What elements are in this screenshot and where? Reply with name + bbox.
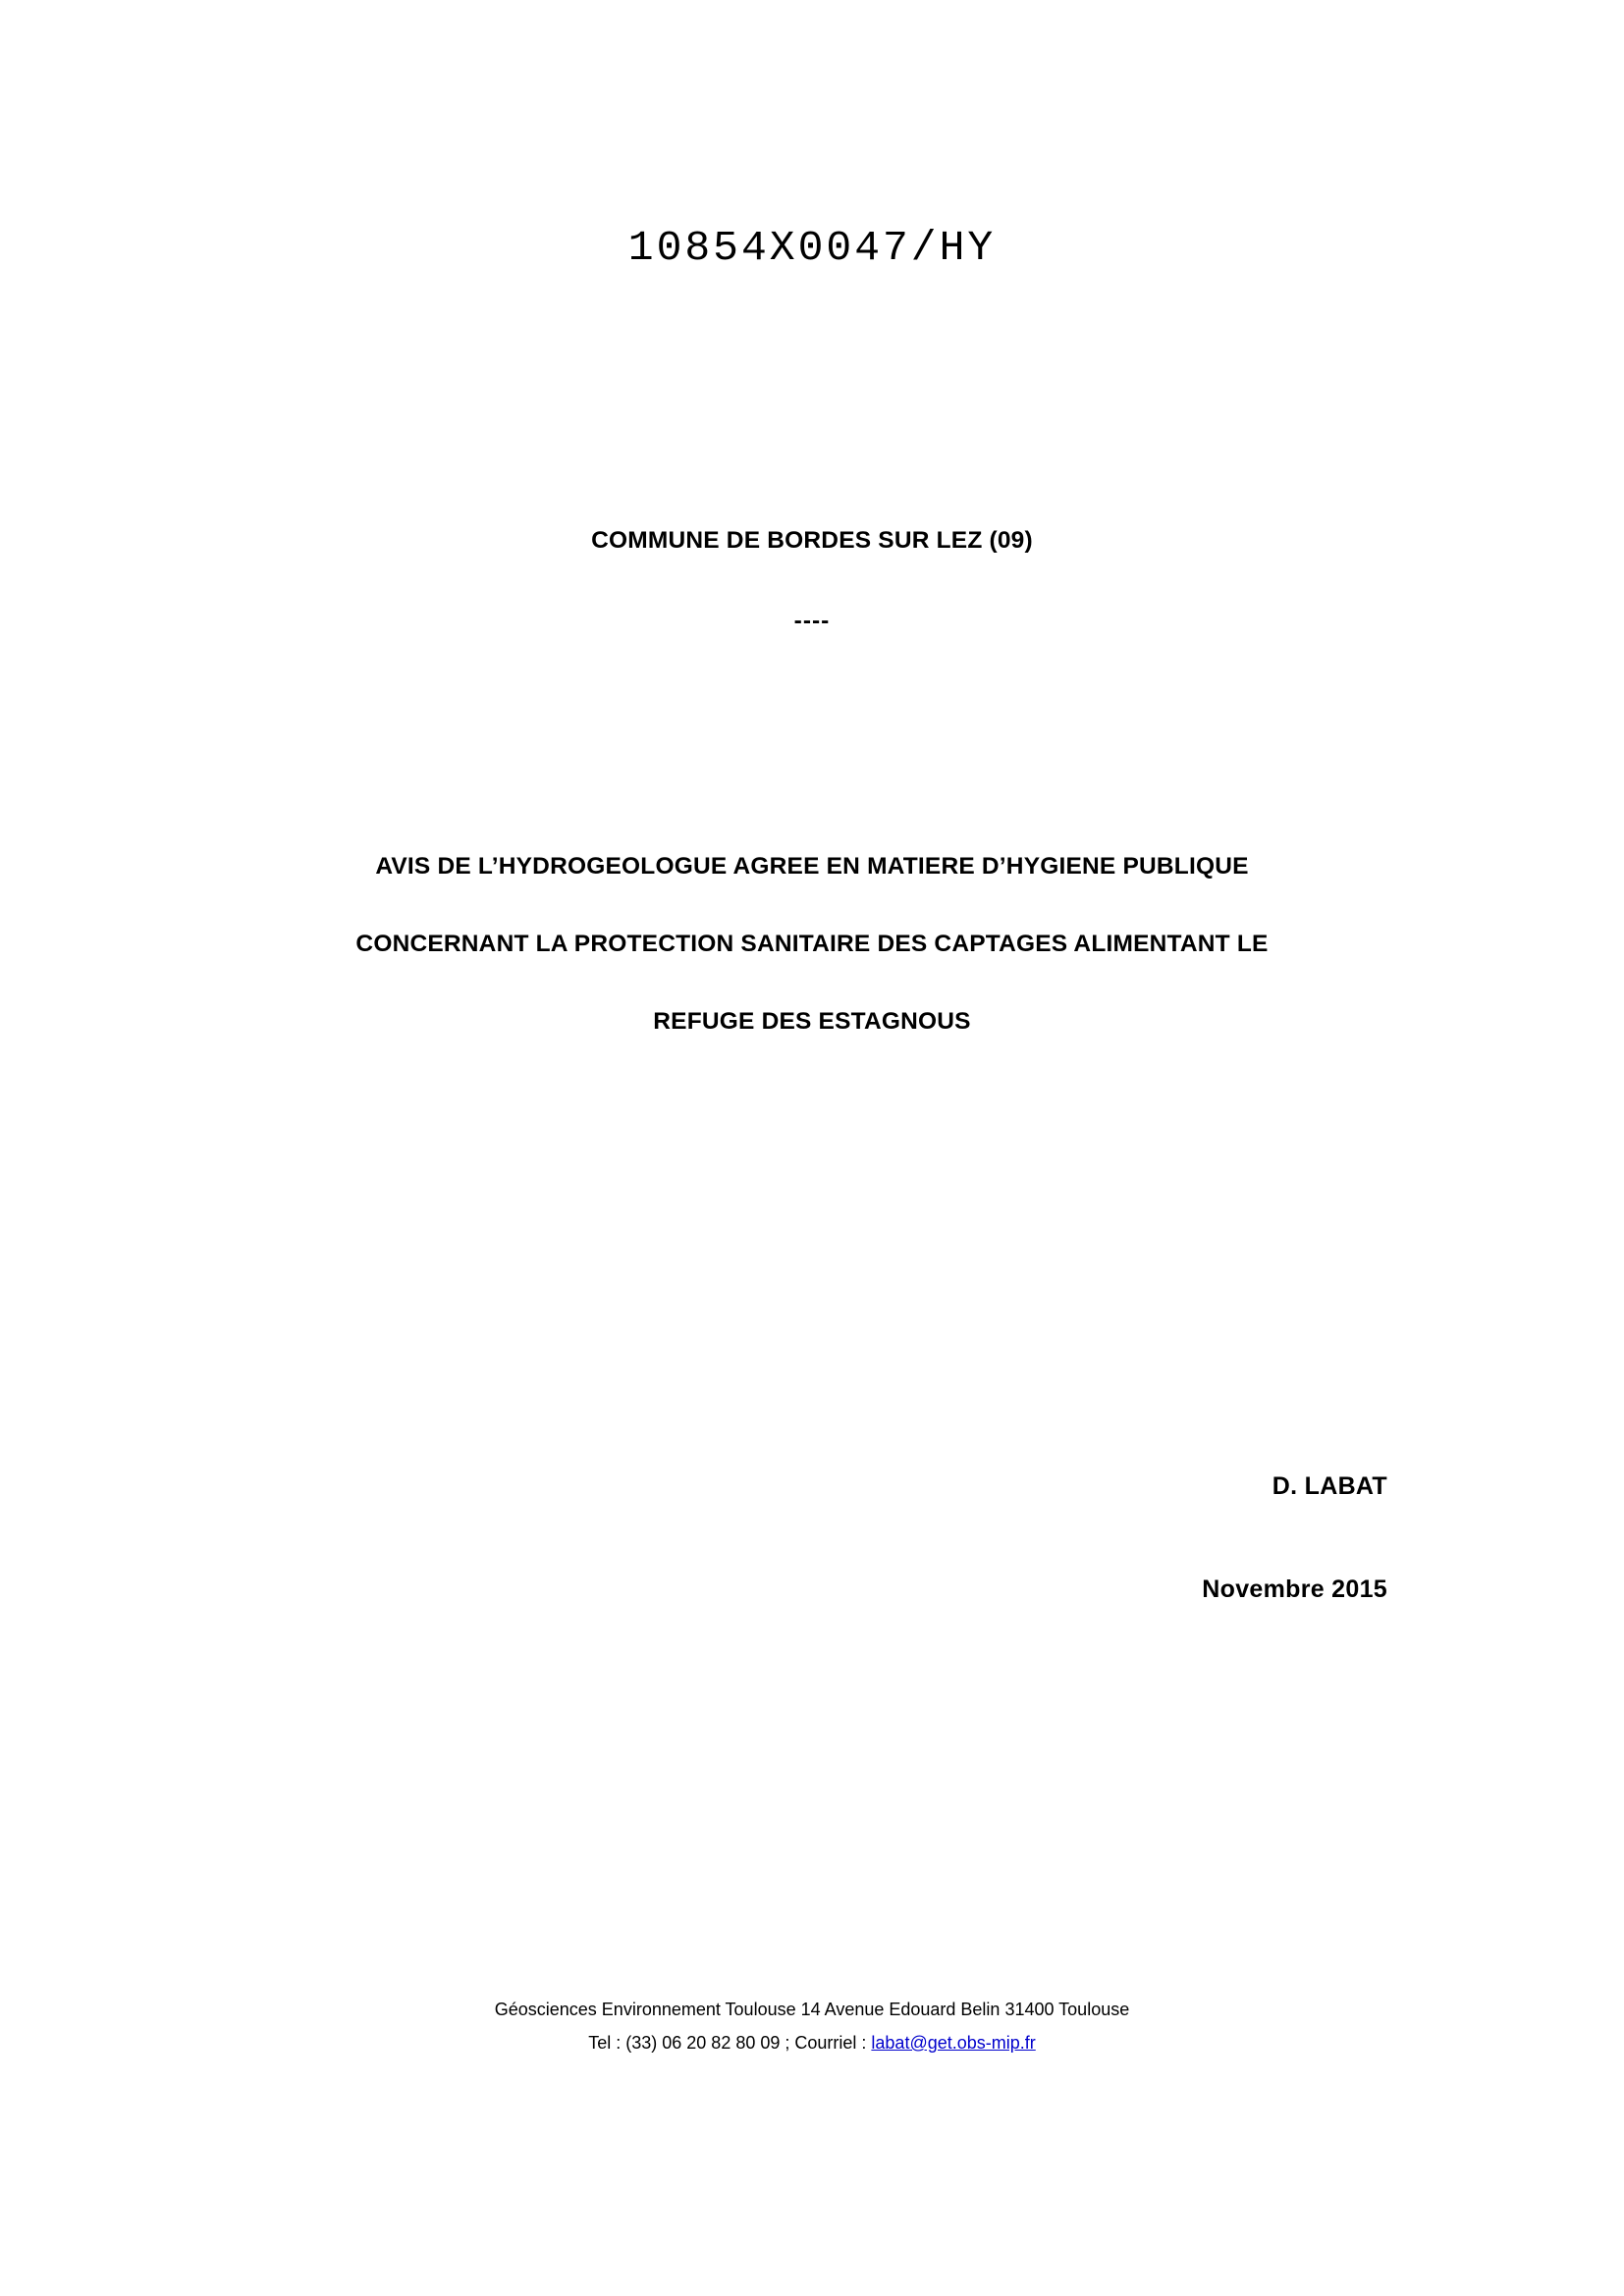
footer-contact-prefix: Tel : (33) 06 20 82 80 09 ; Courriel : (588, 2033, 872, 2053)
author-name: D. LABAT (1272, 1472, 1387, 1500)
document-code: 10854X0047/HY (627, 224, 997, 272)
document-date: Novembre 2015 (1202, 1575, 1387, 1603)
dash-separator: ---- (793, 608, 831, 634)
title-line-3: REFUGE DES ESTAGNOUS (653, 1008, 971, 1035)
title-line-2: CONCERNANT LA PROTECTION SANITAIRE DES CAPTAGES ALIMENTANT LE (355, 931, 1269, 957)
footer-email-link[interactable]: labat@get.obs-mip.fr (871, 2033, 1036, 2053)
page-footer (0, 1993, 1624, 2059)
footer-address: Géosciences Environnement Toulouse 14 Avenue Edouard Belin 31400 Toulouse (494, 2000, 1130, 2019)
document-title (0, 828, 1624, 1060)
footer-contact (0, 2026, 1624, 2059)
title-line-1: AVIS DE L’HYDROGEOLOGUE AGREE EN MATIERE D’HYGIENE PUBLIQUE (375, 853, 1249, 880)
commune-heading: COMMUNE DE BORDES SUR LEZ (09) (591, 527, 1033, 554)
